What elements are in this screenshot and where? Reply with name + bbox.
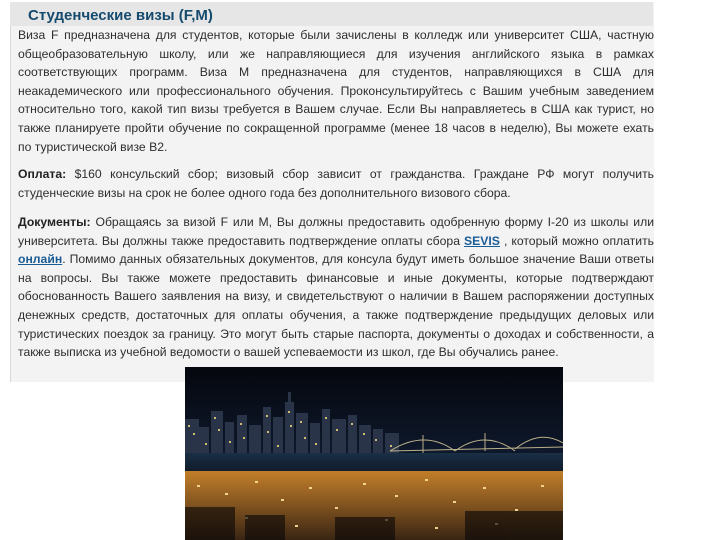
payment-text: $160 консульский сбор; визовый сбор зависит от гражданства. Граждане РФ могут получить студенческие визы на срок не более одного года без дополнительного визового сбора. — [18, 167, 654, 200]
title-bar — [10, 2, 653, 26]
online-link[interactable]: онлайн — [18, 252, 63, 267]
documents-paragraph — [18, 213, 654, 362]
payment-label: Оплата: — [18, 167, 67, 181]
sevis-link[interactable]: SEVIS — [464, 233, 500, 248]
night-city-photo — [185, 367, 563, 540]
documents-text-1: Обращаясь за визой F или M, Вы должны предоставить одобренную форму I-20 из школы или университета. Вы должны также предоставить подтверждение оплаты сбора — [18, 215, 654, 248]
documents-text-3: . Помимо данных обязательных документов, для консула будут иметь большое значение Ваши ответы на вопросы. Вы также можете предоставить финансовые и иные документы, которые подтверждают обоснованность Вашего заявления на визу, и свидетельствуют о наличии в Вашем распоряжении доступных денежных средств, достаточных для оплаты обучения, а также подтверждение предыдущих деловых или туристических поездок за границу. Это могут быть старые паспорта, документы о доходах и собственности, а также выписка из учебной ведомости о вашей успеваемости из школ, где Вы обучались ранее. — [18, 252, 654, 360]
payment-paragraph — [18, 165, 654, 202]
documents-text-2: , который можно оплатить — [499, 233, 655, 248]
page-title: Студенческие визы (F,M) — [28, 7, 213, 24]
documents-label: Документы: — [18, 215, 91, 229]
intro-paragraph: Виза F предназначена для студентов, которые были зачислены в колледж или университет США, частную общеобразовательную школу, или же направляющиеся для изучения английского языка в рамках соответствующих программ. Виза М предназначена для студентов, направляющихся в США для неакадемического или профессионального обучения. Проконсультируйтесь с Вашим учебным заведением относительно того, какой тип визы требуется в Вашем случае. Если Вы направляетесь в США как турист, но также планируете пройти обучение по сокращенной программе (менее 18 часов в неделю), Вы можете ехать по туристической визе В2. — [18, 28, 654, 154]
